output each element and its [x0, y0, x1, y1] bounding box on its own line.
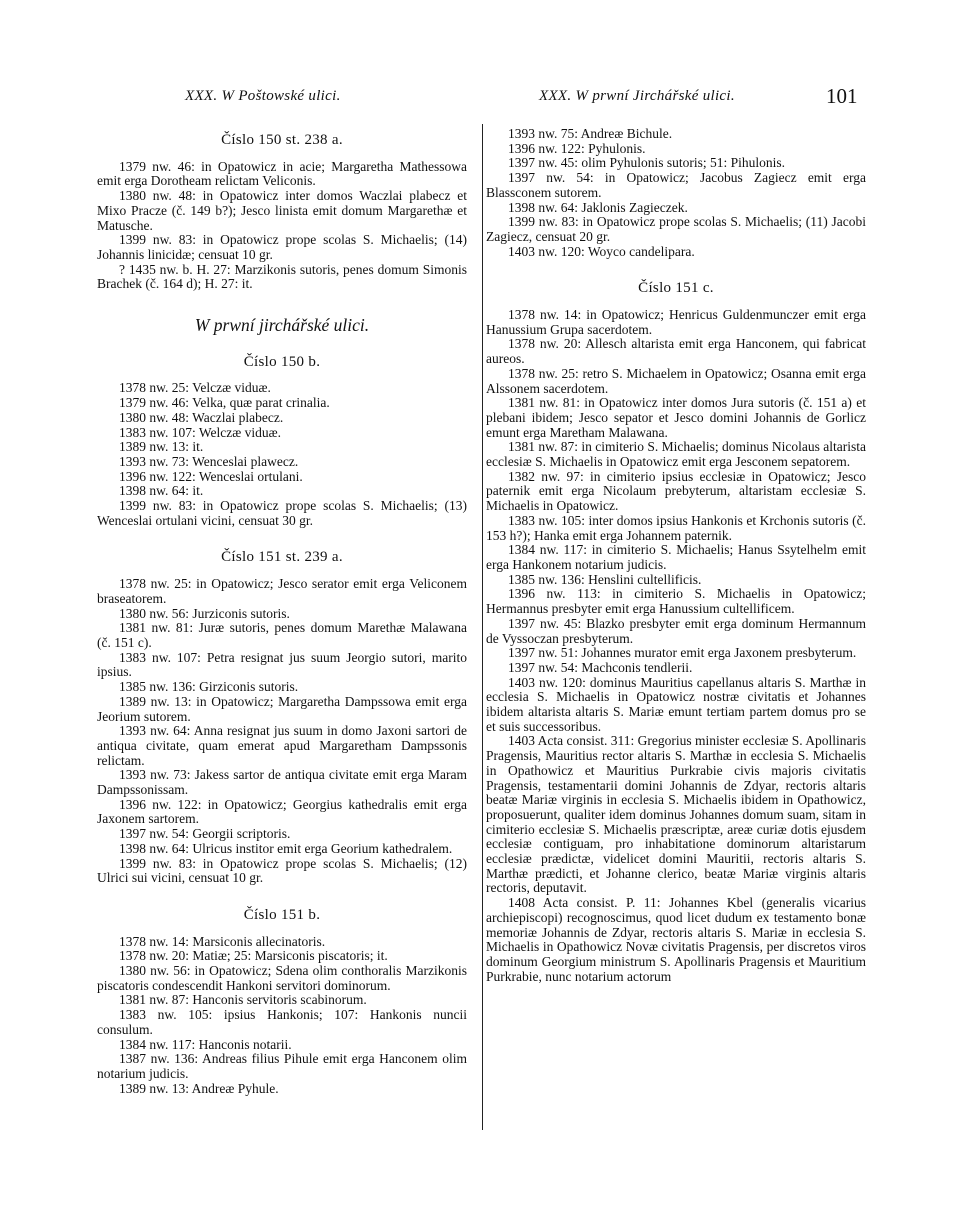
record-entry: 1389 nw. 13: it. — [119, 439, 204, 455]
record-entry: 1408 Acta consist. P. 11: Johannes Kbel (generalis vicarius archiepiscopi) recognoscimus, quod licet dudum ex testamento bonæ memoriæ Johannis de Zdyar, rectoris altaris S. Mariæ in ecclesia S. Michaelis in Opathowicz Novæ civitatis Pragensis, per discretos viros dominum Georgium ministrum S. Apollinaris Pragensis et Mauritium Purkrabie, nunc notarium actorum — [486, 895, 866, 984]
record-entry: 1397 nw. 45: olim Pyhulonis sutoris; 51: Pihulonis. — [508, 155, 786, 171]
column-divider — [482, 124, 483, 1130]
running-head-left: XXX. W Poštowské ulici. — [185, 88, 341, 104]
record-entry: 1385 nw. 136: Henslini cultellificis. — [508, 571, 702, 587]
record-entry: 1381 nw. 81: in Opatowicz inter domos Jura sutoris (č. 151 a) et plebani ibidem; Jesco sepator et Jesco domini Johannis de Gorlicz emunt erga Maretham Malawana. — [486, 395, 866, 440]
entry-heading: Číslo 151 c. — [638, 280, 714, 297]
record-entry: 1393 nw. 73: Wenceslai plawecz. — [119, 453, 299, 469]
section-title: W prwní jirchářské ulici. — [194, 315, 370, 336]
record-entry: 1398 nw. 64: it. — [119, 483, 204, 499]
record-entry: 1393 nw. 64: Anna resignat jus suum in domo Jaxoni sartori de antiqua civitate, quam emerat apud Margaretham Dampssonis relictam. — [97, 723, 467, 768]
record-entry: 1399 nw. 83: in Opatowicz prope scolas S. Michaelis; (13) Wenceslai ortulani vicini, censuat 30 gr. — [97, 498, 467, 528]
record-entry: 1378 nw. 14: Marsiconis allecinatoris. — [119, 933, 326, 949]
record-entry: 1389 nw. 13: in Opatowicz; Margaretha Dampssowa emit erga Jeorium sutorem. — [97, 693, 467, 724]
page-number: 101 — [826, 84, 858, 108]
record-entry: 1380 nw. 48: Waczlai plabecz. — [119, 409, 284, 425]
left-column — [97, 127, 467, 1096]
record-entry: 1378 nw. 20: Matiæ; 25: Marsiconis piscatoris; it. — [119, 948, 388, 964]
record-entry: 1403 Acta consist. 311: Gregorius minister ecclesiæ S. Apollinaris Pragensis, Mauritius rector altaris S. Marthæ in ecclesia S. Michaelis in Opathowicz et Mauritius Purkrabie civis majoris civitatis Pragensis, testamentarii domini Johannis de Zdyar, rectoris altaris beatæ Mariæ virginis in ecclesia S. Michaelis ibidem in Opathowicz, proposuerunt, qualiter idem dominus Johannes domum suam, sitam in cimiterio ecclesiæ S. Michaelis præscriptæ, areæ curiæ dotis ejusdem ecclesiæ contiguam, pro inhabitatione dominorum altaristarum ecclesiæ prædictæ, videlicet domini Mauritii, rectoris altaris S. Marthæ prædicti, et Johanne clerico, beatæ Mariæ virginis altaris rectoris, deputavit. — [486, 733, 866, 896]
record-entry: 1397 nw. 51: Johannes murator emit erga Jaxonem presbyterum. — [508, 645, 857, 661]
record-entry: 1381 nw. 81: Juræ sutoris, penes domum Marethæ Malawana (č. 151 c). — [97, 620, 467, 650]
record-entry: 1387 nw. 136: Andreas filius Pihule emit erga Hanconem olim notarium judicis. — [97, 1051, 467, 1081]
record-entry: 1397 nw. 54: in Opatowicz; Jacobus Zagiecz emit erga Blassconem sutorem. — [486, 170, 866, 200]
record-entry: 1378 nw. 25: Velczæ viduæ. — [119, 380, 271, 396]
entry-heading: Číslo 151 b. — [243, 906, 321, 923]
entry-heading: Číslo 150 st. 238 a. — [221, 132, 343, 148]
record-entry: 1380 nw. 48: in Opatowicz inter domos Waczlai plabecz et Mixo Pracze (č. 149 b?); Jesco linista emit domum Margarethæ et Matusche. — [97, 188, 467, 233]
record-entry: 1378 nw. 14: in Opatowicz; Henricus Guldenmunczer emit erga Hanussium Grupa sacerdotem. — [486, 307, 866, 337]
record-entry: 1396 nw. 122: Wenceslai ortulani. — [119, 468, 303, 484]
entry-heading: Číslo 151 st. 239 a. — [221, 549, 343, 566]
record-entry: 1399 nw. 83: in Opatowicz prope scolas S. Michaelis; (12) Ulrici sui vicini, censuat 10 gr. — [97, 855, 467, 886]
record-entry: 1398 nw. 64: Jaklonis Zagieczek. — [508, 199, 688, 215]
record-entry: 1381 nw. 87: in cimiterio S. Michaelis; dominus Nicolaus altarista ecclesiæ S. Michaelis in Opatowicz emit erga Jesconem sepatorem. — [486, 439, 866, 470]
record-entry: 1397 nw. 54: Georgii scriptoris. — [119, 826, 291, 842]
right-column — [486, 127, 866, 984]
record-entry: 1378 nw. 25: retro S. Michaelem in Opatowicz; Osanna emit erga Alssonem sacerdotem. — [486, 365, 866, 396]
record-entry: 1378 nw. 25: in Opatowicz; Jesco serator emit erga Veliconem braseatorem. — [97, 576, 467, 606]
record-entry: 1389 nw. 13: Andreæ Pyhule. — [119, 1080, 279, 1096]
record-entry: 1378 nw. 20: Allesch altarista emit erga Hanconem, qui fabricat aureos. — [486, 336, 866, 367]
record-entry: 1399 nw. 83: in Opatowicz prope scolas S. Michaelis; (14) Johannis linicidæ; censuat 10 gr. — [97, 232, 467, 262]
record-entry: 1384 nw. 117: Hanconis notarii. — [119, 1036, 292, 1052]
record-entry: 1379 nw. 46: Velka, quæ parat crinalia. — [119, 395, 330, 411]
record-entry: 1403 nw. 120: dominus Mauritius capellanus altaris S. Marthæ in ecclesia S. Michaelis in Opatowicz nostræ civitatis et Johannes ibidem altarista altaris S. Mariæ emunt tertiam partem domus pro se et suis successoribus. — [486, 674, 866, 734]
record-entry: 1383 nw. 105: ipsius Hankonis; 107: Hankonis nuncii consulum. — [97, 1007, 467, 1037]
record-entry: 1380 nw. 56: in Opatowicz; Sdena olim conthoralis Marzikonis piscatoris condescendit Hankoni servitori dominorum. — [97, 963, 467, 993]
record-entry: 1383 nw. 107: Petra resignat jus suum Jeorgio sutori, marito ipsius. — [97, 649, 467, 680]
record-entry: 1399 nw. 83: in Opatowicz prope scolas S. Michaelis; (11) Jacobi Zagiecz, censuat 20 gr. — [486, 214, 866, 244]
record-entry: 1397 nw. 45: Blazko presbyter emit erga dominum Hermannum de Vyssoczan presbyterum. — [486, 615, 866, 646]
record-entry: 1397 nw. 54: Machconis tendlerii. — [508, 659, 693, 675]
record-entry: 1382 nw. 97: in cimiterio ipsius ecclesiæ in Opatowicz; Jesco paternik emit erga Nicolaum prebyterum, altaristam ecclesiæ S. Michaelis in Opatowicz. — [486, 468, 866, 514]
entry-heading: Číslo 150 b. — [243, 353, 321, 370]
record-entry: 1396 nw. 122: in Opatowicz; Georgius kathedralis emit erga Jaxonem sartorem. — [97, 796, 467, 827]
record-entry: 1380 nw. 56: Jurziconis sutoris. — [119, 605, 290, 621]
record-entry: 1383 nw. 107: Welczæ viduæ. — [119, 424, 282, 440]
record-entry: 1396 nw. 113: in cimiterio S. Michaelis in Opatowicz; Hermannus presbyter emit erga Hanussium cultellificem. — [486, 586, 866, 617]
record-entry: 1403 nw. 120: Woyco candelipara. — [508, 243, 695, 259]
record-entry: 1379 nw. 46: in Opatowicz in acie; Margaretha Mathessowa emit erga Dorotheam relictam Veliconis. — [97, 158, 467, 189]
record-entry: ? 1435 nw. b. H. 27: Marzikonis sutoris, penes domum Simonis Brachek (č. 164 d); H. 27: it. — [97, 261, 467, 292]
record-entry: 1385 nw. 136: Girziconis sutoris. — [119, 679, 299, 695]
record-entry: 1383 nw. 105: inter domos ipsius Hankonis et Krchonis sutoris (č. 153 h?); Hanka emit erga Johannem paternik. — [486, 512, 866, 543]
record-entry: 1393 nw. 75: Andreæ Bichule. — [508, 126, 673, 141]
running-head-right: XXX. W prwní Jirchářské ulici. — [539, 88, 735, 104]
record-entry: 1384 nw. 117: in cimiterio S. Michaelis; Hanus Ssytelhelm emit erga Hankonem notarium judicis. — [486, 542, 866, 572]
record-entry: 1381 nw. 87: Hanconis servitoris scabinorum. — [119, 992, 367, 1008]
record-entry: 1398 nw. 64: Ulricus institor emit erga Georium kathedralem. — [119, 840, 453, 856]
record-entry: 1396 nw. 122: Pyhulonis. — [508, 140, 646, 156]
record-entry: 1393 nw. 73: Jakess sartor de antiqua civitate emit erga Maram Dampssonissam. — [97, 767, 467, 798]
